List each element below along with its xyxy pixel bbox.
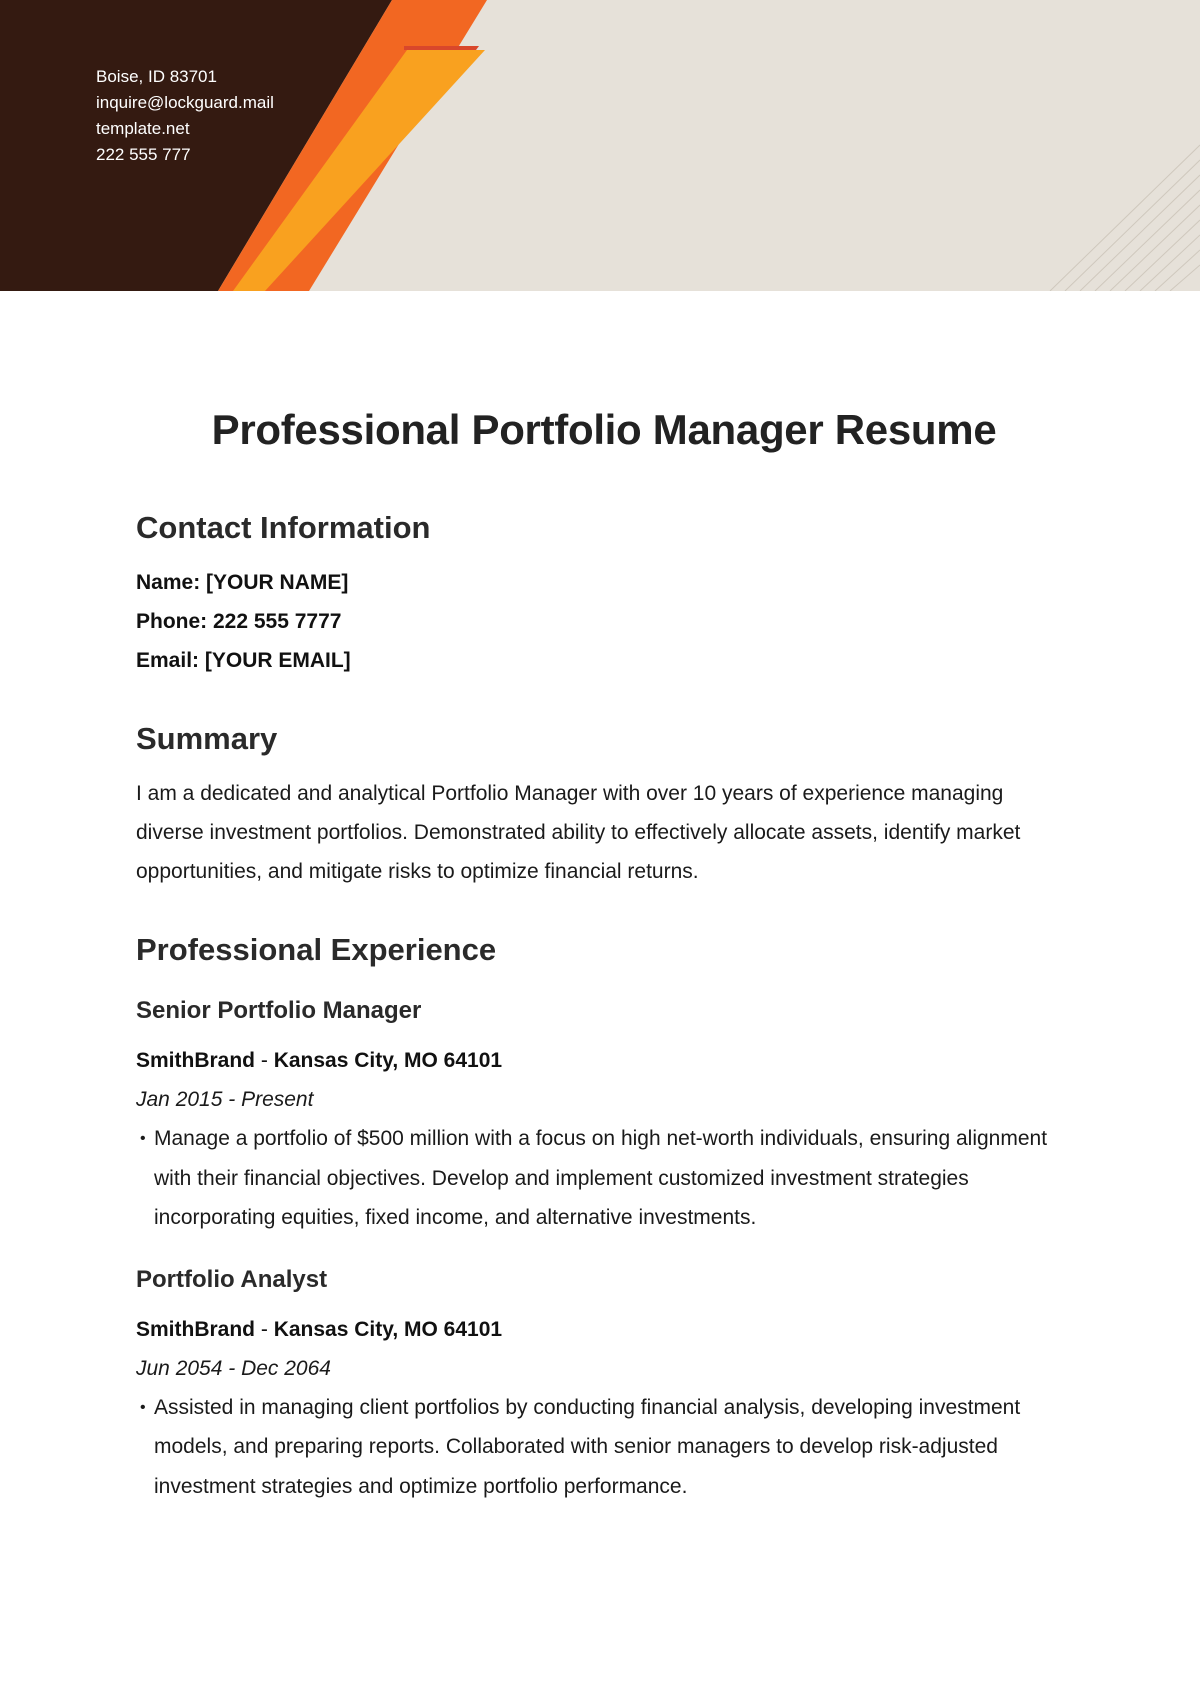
job-separator: - <box>255 1317 274 1341</box>
job-bullet-item <box>136 1119 1066 1238</box>
red-accent-stripe <box>404 46 479 50</box>
header-phone: 222 555 777 <box>96 145 191 164</box>
experience-section <box>136 927 1066 1506</box>
job-bullets <box>136 1119 1066 1238</box>
job-entry <box>136 1260 1066 1507</box>
contact-phone: Phone: 222 555 7777 <box>136 610 342 633</box>
resume-body <box>136 395 1066 1542</box>
bullet-glyph: • <box>140 1398 146 1416</box>
job-company: SmithBrand <box>136 1317 256 1341</box>
contact-section <box>136 505 1066 680</box>
contact-name: Name: [YOUR NAME] <box>136 571 349 594</box>
header-banner <box>0 0 1200 291</box>
job-company: SmithBrand <box>136 1049 256 1072</box>
summary-section <box>136 716 1066 891</box>
header-email[interactable]: inquire@lockguard.mail <box>96 93 274 112</box>
header-address: Boise, ID 83701 <box>96 67 217 86</box>
job-entry <box>136 991 1066 1238</box>
summary-text: I am a dedicated and analytical Portfolio Manager with over 10 years of experience managing diverse investment portfolios. Demonstrated ability to effectively allocate assets, identify market opportunities, and mitigate risks to optimize financial returns. <box>136 782 1021 883</box>
job-separator: - <box>255 1049 274 1072</box>
job-bullet-text: Assisted in managing client portfolios by conducting financial analysis, developing investment models, and preparing reports. Collaborated with senior managers to develop risk-adjusted investment strategies and optimize portfolio performance. <box>154 1395 1021 1498</box>
summary-heading: Summary <box>136 721 278 756</box>
job-title: Senior Portfolio Manager <box>136 997 422 1024</box>
job-bullet-text: Manage a portfolio of $500 million with a focus on high net-worth individuals, ensuring alignment with their financial objectives. Develop and implement customized investment strategies incorporating equities, fixed income, and alternative investments. <box>154 1127 1048 1229</box>
bullet-glyph: • <box>140 1130 146 1147</box>
contact-email: Email: [YOUR EMAIL] <box>136 649 351 672</box>
job-dates: Jan 2015 - Present <box>136 1088 314 1111</box>
job-company-line <box>136 1310 1066 1349</box>
job-location: Kansas City, MO 64101 <box>273 1049 503 1072</box>
header-website[interactable]: template.net <box>96 119 190 138</box>
job-bullets <box>136 1388 1066 1507</box>
job-dates: Jun 2054 - Dec 2064 <box>136 1356 331 1380</box>
contact-heading: Contact Information <box>136 510 431 545</box>
job-company-line <box>136 1041 1066 1080</box>
job-location: Kansas City, MO 64101 <box>273 1317 503 1341</box>
job-title: Portfolio Analyst <box>136 1265 328 1293</box>
job-bullet-item <box>136 1388 1066 1507</box>
header-contact-list <box>96 64 274 168</box>
document-title: Professional Portfolio Manager Resume <box>211 406 997 453</box>
experience-heading: Professional Experience <box>136 932 497 967</box>
